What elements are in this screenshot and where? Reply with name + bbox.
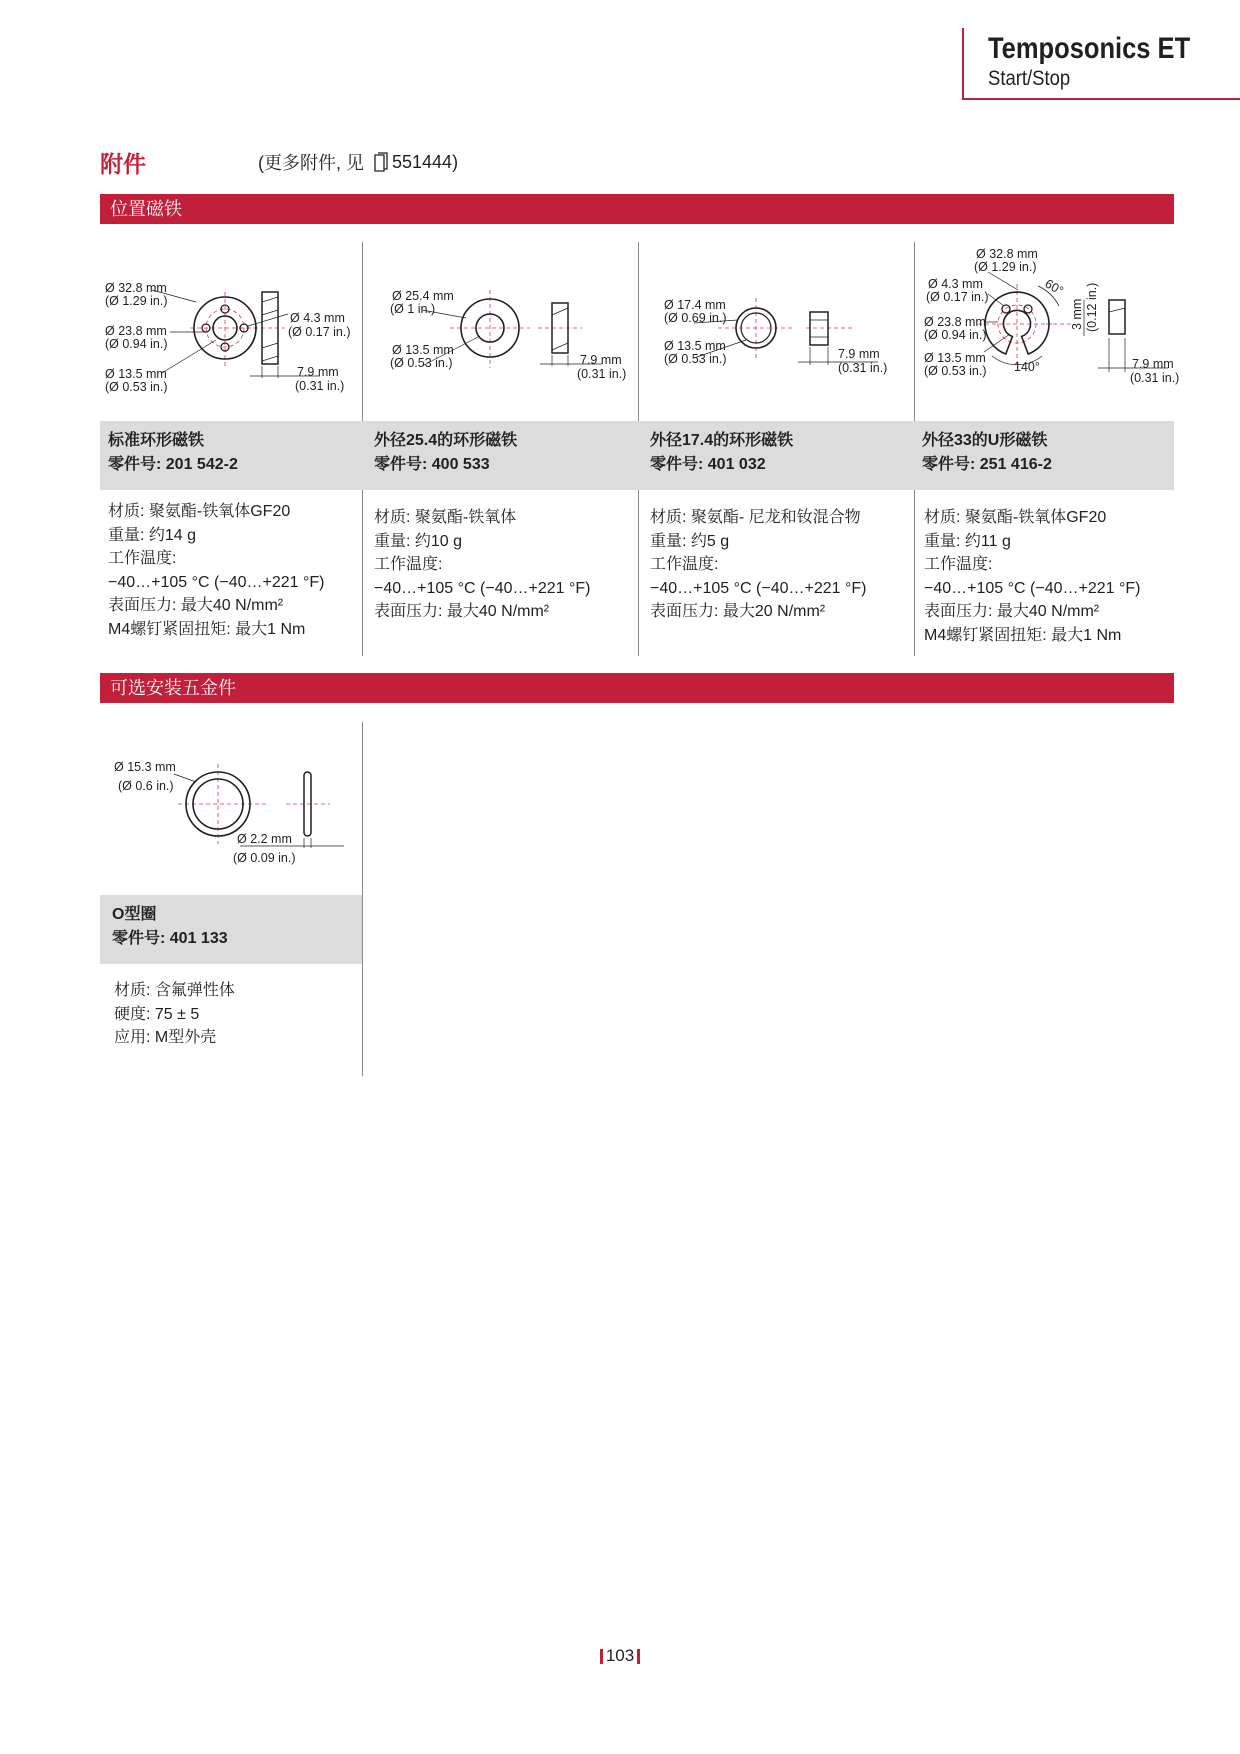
dim-label: Ø 4.3 mm	[290, 311, 345, 325]
part-number: 零件号: 400 533	[374, 456, 490, 473]
dim-label: Ø 2.2 mm	[237, 832, 292, 846]
dim-label: Ø 13.5 mm	[105, 367, 167, 381]
dim-label: Ø 32.8 mm	[105, 281, 167, 295]
spec-line: 重量: 约5 g	[650, 532, 730, 550]
dim-label: Ø 15.3 mm	[114, 760, 176, 774]
dim-label: (0.31 in.)	[577, 367, 627, 381]
dim-label: (Ø 1 in.)	[390, 302, 436, 316]
dim-label: 7.9 mm	[297, 365, 339, 379]
spec-line: 硬度: 75 ± 5	[114, 1005, 200, 1023]
product-title: O型圈	[112, 906, 157, 923]
bar-mounting-hardware: 可选安装五金件	[100, 673, 1174, 703]
product-title: 外径33的U形磁铁	[922, 432, 1048, 449]
column-divider	[362, 722, 363, 1076]
part-number: 零件号: 401 032	[650, 456, 766, 473]
spec-line: 表面压力: 最大40 N/mm²	[924, 603, 1100, 620]
dim-label: Ø 23.8 mm	[105, 324, 167, 338]
dim-label: Ø 25.4 mm	[392, 289, 454, 303]
product-title: Temposonics ET	[988, 32, 1191, 65]
dim-label: Ø 4.3 mm	[928, 277, 983, 291]
product-name	[108, 429, 238, 477]
page-number	[0, 1646, 1240, 1666]
dim-label: (Ø 0.53 in.)	[924, 364, 987, 378]
spec-line: 表面压力: 最大40 N/mm²	[374, 603, 550, 620]
dim-label: Ø 13.5 mm	[392, 343, 454, 357]
page-number-text: 103	[605, 1646, 635, 1665]
dim-label: (0.31 in.)	[838, 361, 888, 375]
spec-line: 重量: 约14 g	[108, 526, 197, 544]
spec-line: M4螺钉紧固扭矩: 最大1 Nm	[924, 626, 1122, 644]
dim-label: (Ø 0.53 in.)	[390, 356, 453, 370]
spec-line: 工作温度:	[924, 556, 993, 573]
product-title: 外径25.4的环形磁铁	[374, 432, 518, 449]
drawing-25-4-ring-magnet	[362, 270, 638, 400]
spec-line: 重量: 约11 g	[924, 532, 1011, 550]
spec-list	[114, 979, 235, 1050]
dim-label: Ø 23.8 mm	[924, 315, 986, 329]
dim-label: (0.12 in.)	[1085, 282, 1099, 332]
product-name	[650, 429, 793, 477]
dim-label: (Ø 0.17 in.)	[288, 325, 351, 339]
dim-label: (Ø 0.94 in.)	[924, 328, 987, 342]
part-number: 零件号: 201 542-2	[108, 456, 238, 473]
drawing-17-4-ring-magnet	[638, 270, 914, 400]
spec-line: 材质: 聚氨酯-铁氧体GF20	[924, 509, 1107, 526]
dim-label: 7.9 mm	[580, 353, 622, 367]
dim-label: (0.31 in.)	[295, 379, 345, 393]
spec-line: 表面压力: 最大20 N/mm²	[650, 603, 826, 620]
dim-label: Ø 13.5 mm	[924, 351, 986, 365]
product-name	[922, 429, 1052, 477]
section-note	[258, 149, 458, 175]
angle-label: 140°	[1014, 360, 1040, 374]
dim-label: (Ø 0.6 in.)	[118, 779, 174, 793]
dim-label: 7.9 mm	[838, 347, 880, 361]
dim-label: 3 mm	[1070, 298, 1084, 330]
spec-list	[650, 506, 866, 624]
spec-line: −40…+105 °C (−40…+221 °F)	[650, 579, 867, 597]
spec-line: 工作温度:	[108, 550, 177, 567]
dim-label: (Ø 1.29 in.)	[105, 294, 168, 308]
doc-reference: 551444)	[392, 151, 459, 172]
dim-label: (Ø 0.69 in.)	[664, 311, 727, 325]
document-header	[962, 28, 1240, 100]
spec-line: 工作温度:	[650, 556, 719, 573]
dim-label: (Ø 1.29 in.)	[974, 260, 1037, 274]
spec-line: 材质: 聚氨酯-铁氧体GF20	[108, 503, 291, 520]
angle-label: 60°	[1042, 276, 1066, 299]
product-name	[374, 429, 517, 477]
document-icon	[374, 152, 388, 172]
part-number: 零件号: 251 416-2	[922, 456, 1052, 473]
spec-line: −40…+105 °C (−40…+221 °F)	[924, 579, 1141, 597]
bar-position-magnets: 位置磁铁	[100, 194, 1174, 224]
section-title: 附件	[100, 151, 146, 177]
dim-label: 7.9 mm	[1132, 357, 1174, 371]
page-marker	[600, 1649, 603, 1664]
product-subtitle: Start/Stop	[988, 67, 1071, 90]
spec-line: 材质: 含氟弹性体	[114, 982, 235, 999]
spec-line: 应用: M型外壳	[114, 1029, 217, 1046]
spec-line: M4螺钉紧固扭矩: 最大1 Nm	[108, 620, 306, 638]
spec-line: −40…+105 °C (−40…+221 °F)	[108, 573, 325, 591]
drawing-standard-ring-magnet	[100, 270, 362, 400]
spec-line: 表面压力: 最大40 N/mm²	[108, 597, 284, 614]
drawing-u-shaped-magnet	[914, 246, 1184, 400]
dim-label: Ø 32.8 mm	[976, 247, 1038, 261]
spec-line: −40…+105 °C (−40…+221 °F)	[374, 579, 591, 597]
dim-label: (Ø 0.17 in.)	[926, 290, 989, 304]
product-name	[112, 903, 228, 951]
spec-line: 材质: 聚氨酯-铁氧体	[374, 509, 517, 526]
product-title: 外径17.4的环形磁铁	[650, 432, 794, 449]
dim-label: (Ø 0.09 in.)	[233, 851, 296, 865]
spec-line: 重量: 约10 g	[374, 532, 463, 550]
drawing-o-ring	[100, 748, 362, 870]
dim-label: Ø 17.4 mm	[664, 298, 726, 312]
spec-line: 材质: 聚氨酯- 尼龙和钕混合物	[650, 509, 861, 526]
page-marker	[637, 1649, 640, 1664]
spec-list	[924, 506, 1140, 647]
dim-label: (Ø 0.94 in.)	[105, 337, 168, 351]
section-note-text: (更多附件, 见	[258, 153, 364, 173]
spec-list	[374, 506, 590, 624]
dim-label: (Ø 0.53 in.)	[664, 352, 727, 366]
dim-label: Ø 13.5 mm	[664, 339, 726, 353]
product-title: 标准环形磁铁	[108, 432, 205, 449]
dim-label: (0.31 in.)	[1130, 371, 1180, 385]
part-number: 零件号: 401 133	[112, 930, 228, 947]
dim-label: (Ø 0.53 in.)	[105, 380, 168, 394]
spec-line: 工作温度:	[374, 556, 443, 573]
spec-list	[108, 500, 324, 641]
